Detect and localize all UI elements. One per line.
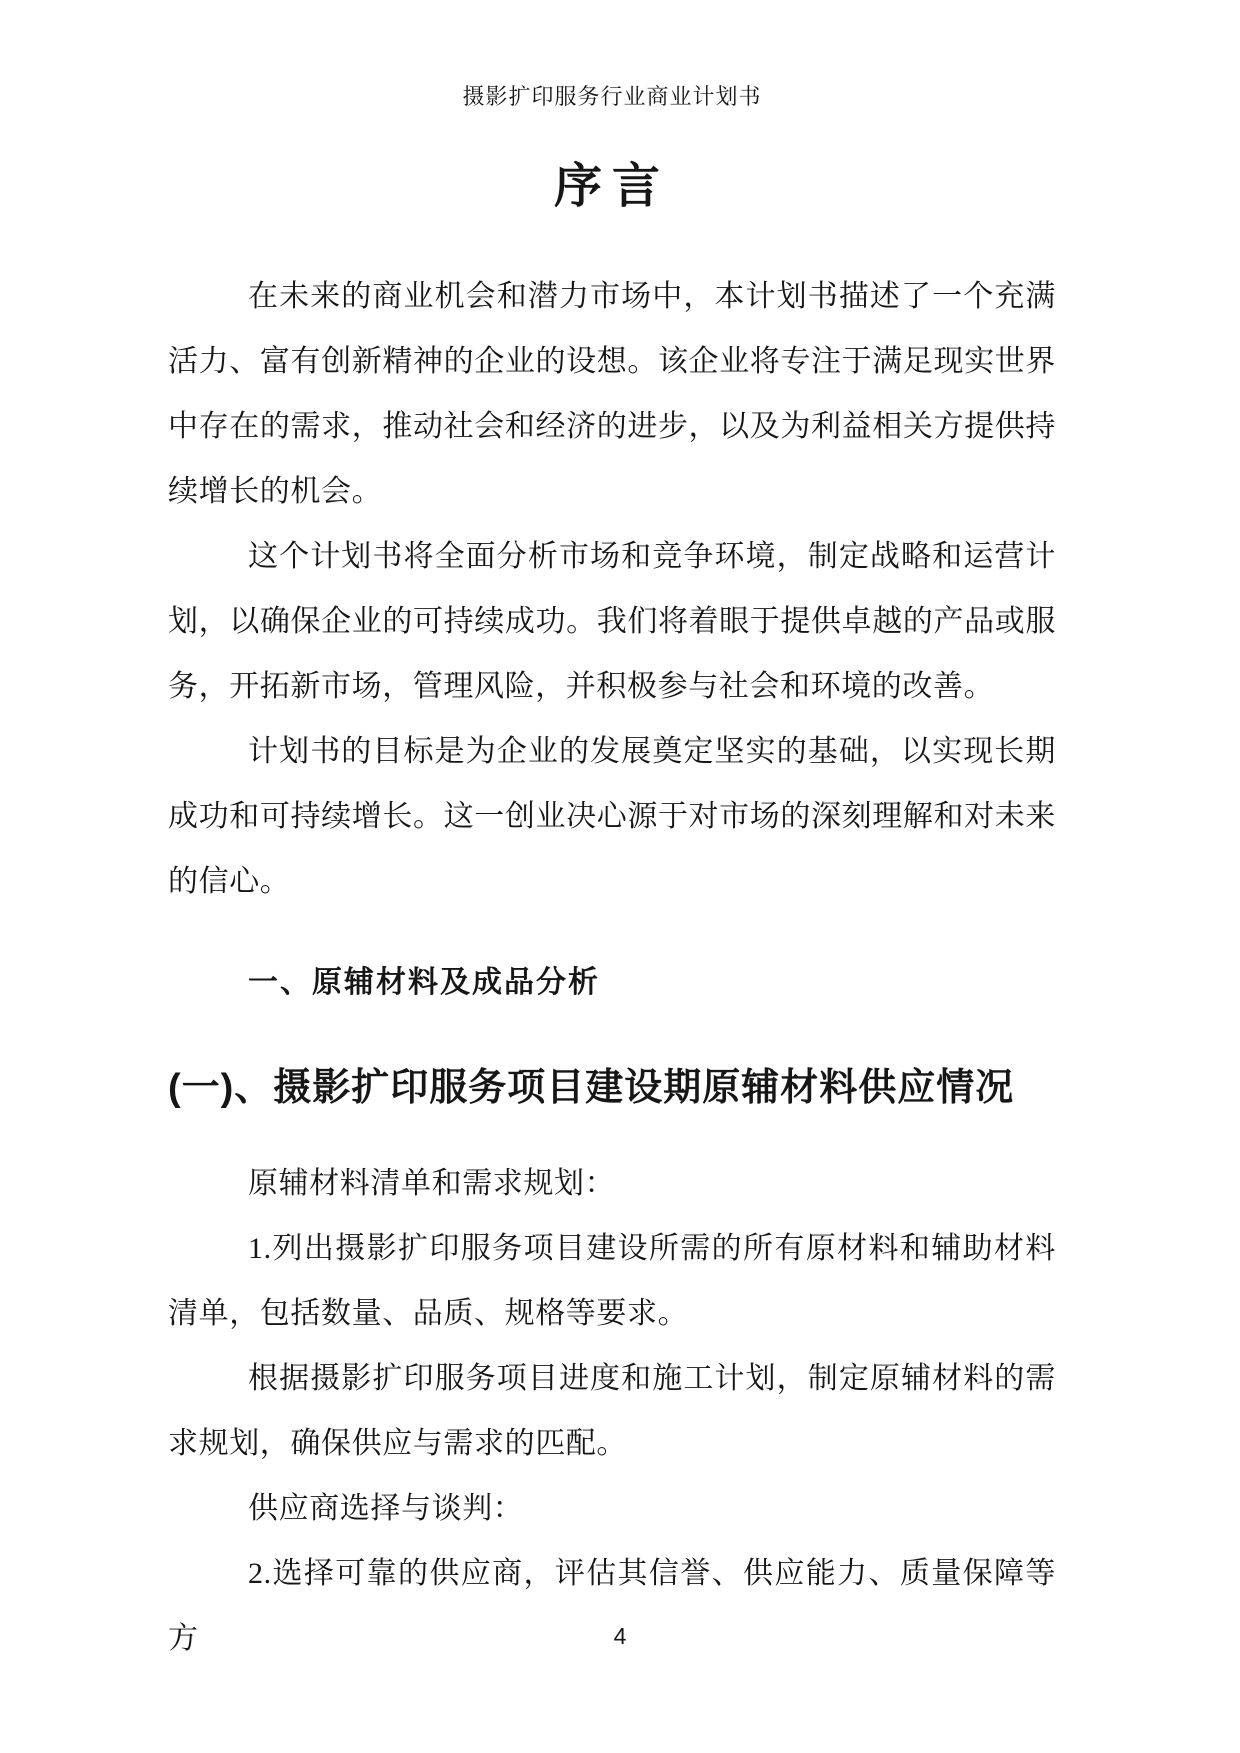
- section-heading: 一、原辅材料及成品分析: [248, 966, 600, 999]
- preface-paragraph: 这个计划书将全面分析市场和竞争环境，制定战略和运营计划，以确保企业的可持续成功。我们将着眼于提供卓越的产品或服务，开拓新市场，管理风险，并积极参与社会和环境的改善。: [168, 540, 1056, 703]
- preface-body: [168, 264, 1056, 914]
- preface-paragraph: 计划书的目标是为企业的发展奠定坚实的基础，以实现长期成功和可持续增长。这一创业决心源于对市场的深刻理解和对未来的信心。: [168, 735, 1056, 898]
- document-title: 序言: [553, 160, 670, 213]
- running-header: 摄影扩印服务行业商业计划书: [462, 84, 762, 109]
- section-paragraph: 根据摄影扩印服务项目进度和施工计划，制定原辅材料的需求规划，确保供应与需求的匹配。: [168, 1362, 1056, 1460]
- section-body: [168, 1151, 1056, 1671]
- preface-paragraph: 在未来的商业机会和潜力市场中，本计划书描述了一个充满活力、富有创新精神的企业的设想。该企业将专注于满足现实世界中存在的需求，推动社会和经济的进步，以及为利益相关方提供持续增长的机会。: [168, 280, 1056, 508]
- section-paragraph: 1.列出摄影扩印服务项目建设所需的所有原材料和辅助材料清单，包括数量、品质、规格等要求。: [168, 1232, 1056, 1330]
- page-number: 4: [613, 1623, 627, 1649]
- section-paragraph: 原辅材料清单和需求规划：: [248, 1167, 616, 1200]
- subsection-heading: (一)、摄影扩印服务项目建设期原辅材料供应情况: [168, 1067, 1015, 1109]
- section-paragraph: 供应商选择与谈判：: [248, 1492, 524, 1525]
- section-paragraph: 2.选择可靠的供应商，评估其信誉、供应能力、质量保障等方: [168, 1557, 1056, 1655]
